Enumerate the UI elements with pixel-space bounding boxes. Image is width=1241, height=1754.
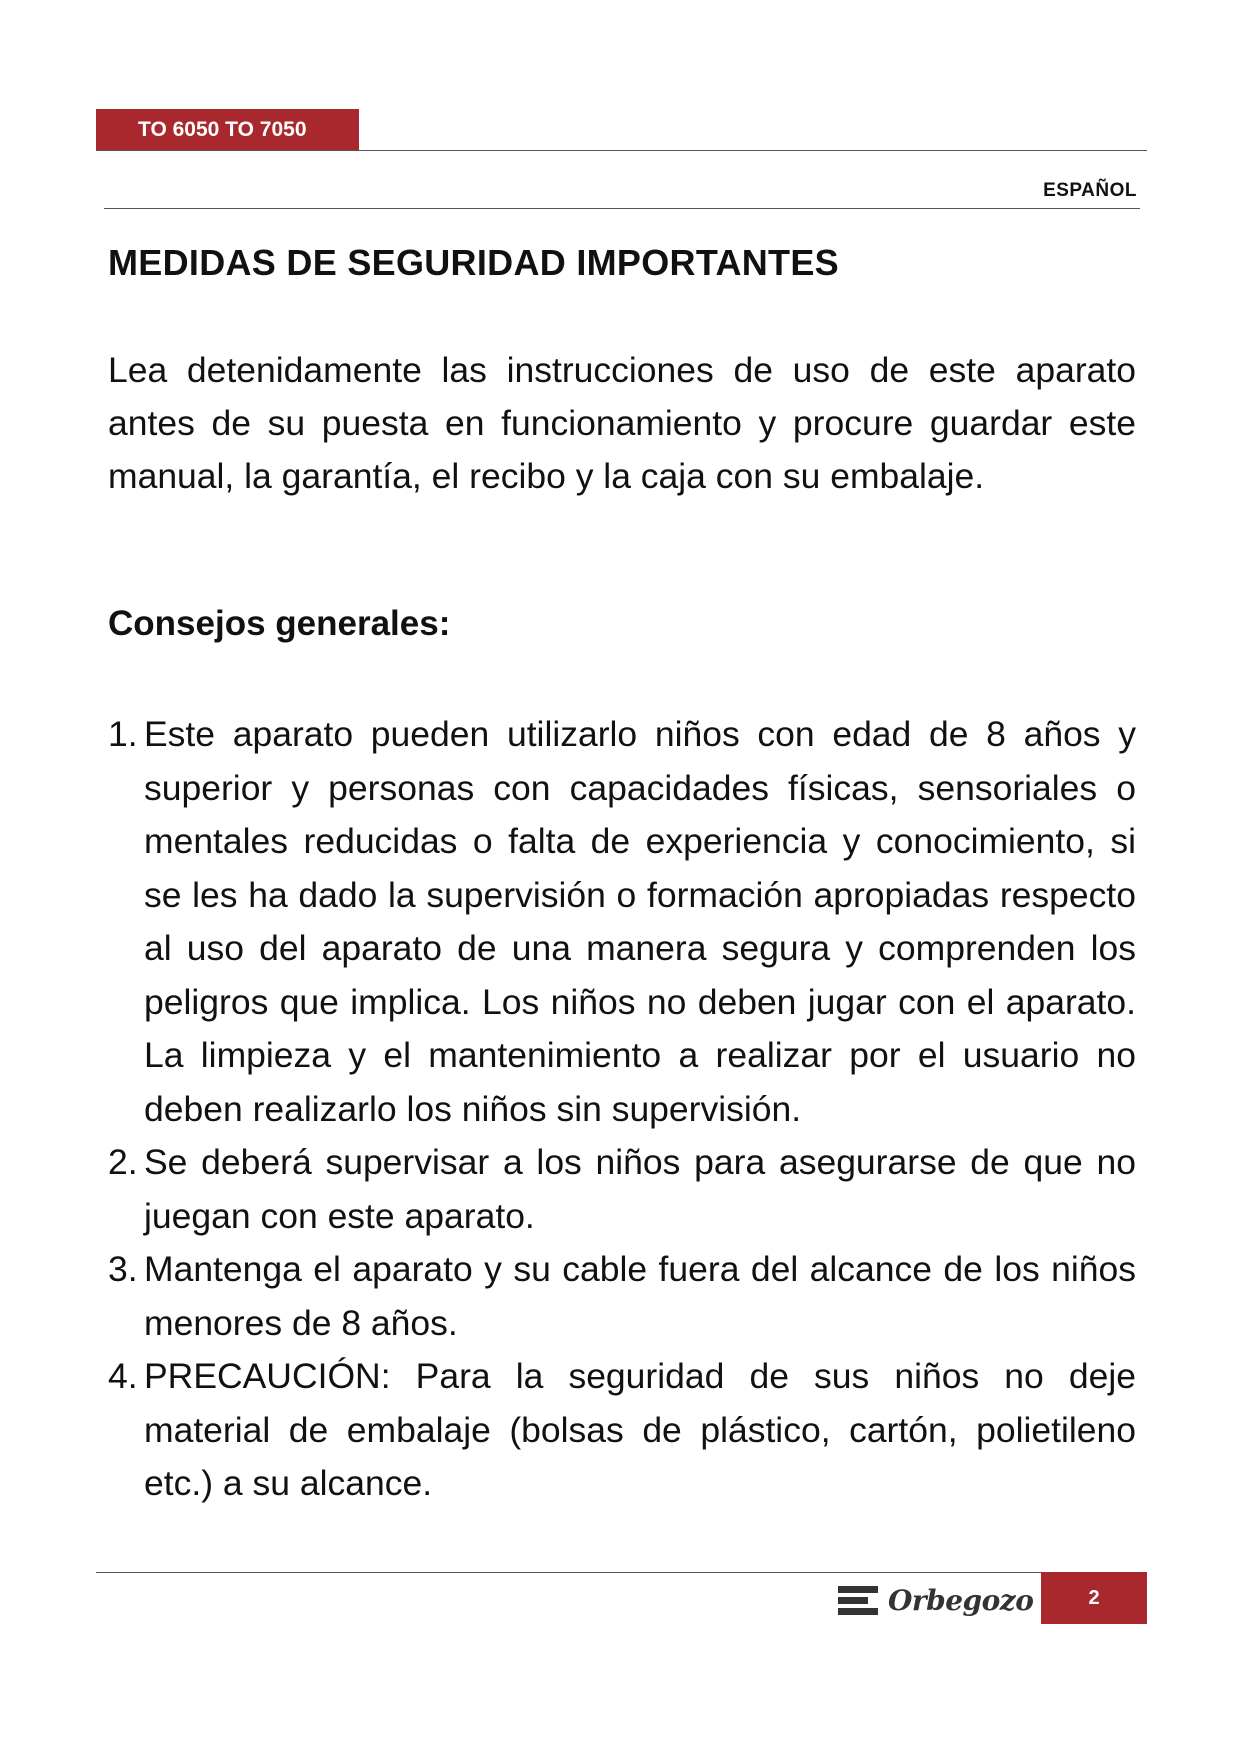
brand-logo xyxy=(838,1582,1033,1618)
model-label: TO 6050 TO 7050 xyxy=(96,109,359,151)
page-number: 2 xyxy=(1041,1572,1147,1624)
list-item xyxy=(108,1350,1136,1511)
list-item xyxy=(108,1136,1136,1243)
list-item-text: PRECAUCIÓN: Para la seguridad de sus niños no deje material de embalaje (bolsas de plástico, cartón, polietileno etc.) a su alcance. xyxy=(144,1356,1136,1503)
list-item-number: 3. xyxy=(108,1249,138,1289)
language-divider xyxy=(104,208,1140,209)
brand-wordmark: Orbegozo xyxy=(888,1583,1034,1617)
advice-list xyxy=(108,708,1136,1511)
section-heading: Consejos generales: xyxy=(108,604,451,643)
list-item-text: Mantenga el aparato y su cable fuera del alcance de los niños menores de 8 años. xyxy=(144,1249,1136,1343)
list-item xyxy=(108,708,1136,1136)
page-title: MEDIDAS DE SEGURIDAD IMPORTANTES xyxy=(108,242,839,283)
list-item-number: 1. xyxy=(108,714,138,754)
intro-paragraph: Lea detenidamente las instrucciones de uso de este aparato antes de su puesta en funcionamiento y procure guardar este manual, la garantía, el recibo y la caja con su embalaje. xyxy=(108,350,1136,496)
list-item-number: 4. xyxy=(108,1356,138,1396)
list-item-number: 2. xyxy=(108,1142,138,1182)
list-item-text: Este aparato pueden utilizarlo niños con edad de 8 años y superior y personas con capacidades físicas, sensoriales o mentales reducidas o falta de experiencia y conocimiento, si se les ha dado la supervisión o formación apropiadas respecto al uso del aparato de una manera segura y comprenden los peligros que implica. Los niños no deben jugar con el aparato. La limpieza y el mantenimiento a realizar por el usuario no deben realizarlo los niños sin supervisión. xyxy=(144,714,1136,1129)
header-divider xyxy=(96,150,1147,151)
list-item-text: Se deberá supervisar a los niños para asegurarse de que no juegan con este aparato. xyxy=(144,1142,1136,1236)
footer-divider xyxy=(96,1572,1147,1573)
brand-mark-icon xyxy=(838,1586,878,1615)
list-item xyxy=(108,1243,1136,1350)
language-label: ESPAÑOL xyxy=(1043,180,1137,201)
